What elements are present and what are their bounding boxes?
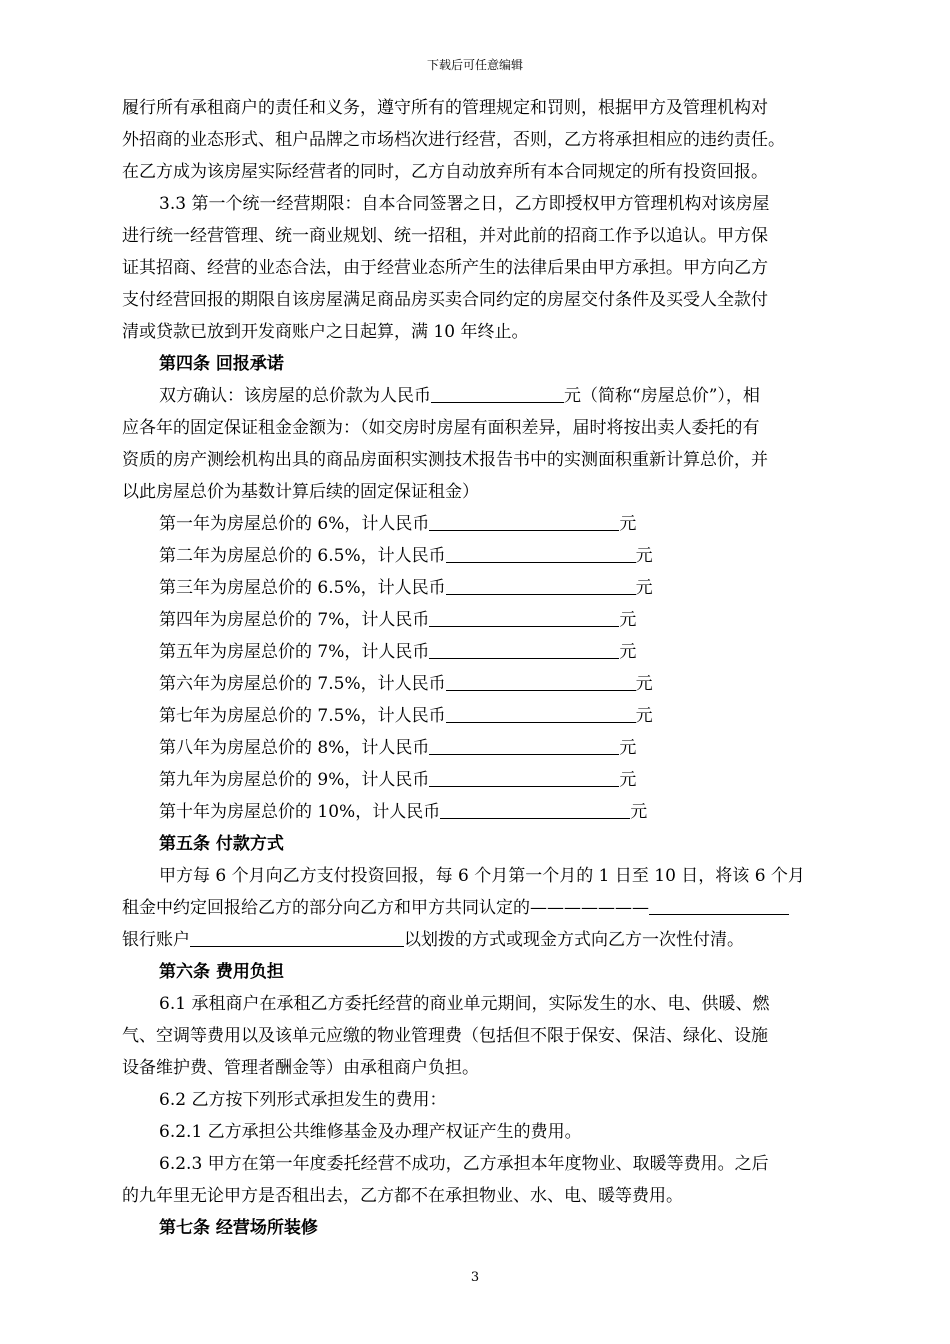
total-price-line [122,380,852,412]
rent-amount-blank[interactable] [446,576,636,595]
account-suffix: 以划拨的方式或现金方式向乙方一次性付清。 [404,930,744,950]
account-number-blank[interactable] [190,928,404,947]
total-price-suffix: 元（简称“房屋总价”），相 [564,386,760,406]
rent-amount-blank[interactable] [429,512,619,531]
rent-unit: 元 [619,770,637,790]
rent-amount-blank[interactable] [446,672,636,691]
rent-year-8 [122,732,852,764]
rent-year-label: 第二年为房屋总价的 6.5%，计人民币 [159,546,446,566]
paragraph-line: 履行所有承租商户的责任和义务，遵守所有的管理规定和罚则，根据甲方及管理机构对 [122,98,768,118]
rent-year-label: 第五年为房屋总价的 7%，计人民币 [159,642,430,662]
rent-unit: 元 [619,610,637,630]
rent-year-4 [122,604,852,636]
bank-name-blank[interactable] [649,896,789,915]
rent-amount-blank[interactable] [429,640,619,659]
bank-text: 租金中约定回报给乙方的部分向乙方和甲方共同认定的——————— [122,898,649,918]
paragraph-line: 清或贷款已放到开发商账户之日起算，满 10 年终止。 [122,322,529,342]
paragraph-line: 6.2.3 甲方在第一年度委托经营不成功，乙方承担本年度物业、取暖等费用。之后 [159,1154,769,1174]
rent-year-2 [122,540,852,572]
rent-unit: 元 [619,514,637,534]
rent-amount-blank[interactable] [429,736,619,755]
rent-year-label: 第八年为房屋总价的 8%，计人民币 [159,738,430,758]
rent-year-label: 第一年为房屋总价的 6%，计人民币 [159,514,430,534]
rent-amount-blank[interactable] [429,768,619,787]
rent-year-9 [122,764,852,796]
rent-amount-blank[interactable] [446,704,636,723]
paragraph-line: 应各年的固定保证租金金额为：（如交房时房屋有面积差异，届时将按出卖人委托的有 [122,418,760,438]
paragraph-line: 在乙方成为该房屋实际经营者的同时，乙方自动放弃所有本合同规定的所有投资回报。 [122,162,768,182]
rent-unit: 元 [619,738,637,758]
rent-amount-blank[interactable] [440,800,630,819]
rent-year-label: 第三年为房屋总价的 6.5%，计人民币 [159,578,446,598]
article-6-heading: 第六条 费用负担 [159,962,284,982]
rent-year-1 [122,508,852,540]
paragraph-line: 气、空调等费用以及该单元应缴的物业管理费（包括但不限于保安、保洁、绿化、设施 [122,1026,768,1046]
total-price-blank[interactable] [431,384,564,403]
rent-year-label: 第十年为房屋总价的 10%，计人民币 [159,802,441,822]
rent-year-label: 第四年为房屋总价的 7%，计人民币 [159,610,430,630]
rent-year-7 [122,700,852,732]
document-body [122,92,852,1244]
paragraph-line: 外招商的业态形式、租户品牌之市场档次进行经营，否则，乙方将承担相应的违约责任。 [122,130,785,150]
paragraph-line: 6.1 承租商户在承租乙方委托经营的商业单元期间，实际发生的水、电、供暖、燃 [159,994,770,1014]
paragraph-line: 的九年里无论甲方是否租出去，乙方都不在承担物业、水、电、暖等费用。 [122,1186,683,1206]
rent-year-10 [122,796,852,828]
rent-year-label: 第六年为房屋总价的 7.5%，计人民币 [159,674,446,694]
paragraph-line: 支付经营回报的期限自该房屋满足商品房买卖合同约定的房屋交付条件及买受人全款付 [122,290,768,310]
rent-unit: 元 [635,546,653,566]
rent-amount-blank[interactable] [429,608,619,627]
bank-line [122,892,852,924]
rent-unit: 元 [635,674,653,694]
paragraph-line: 进行统一经营管理、统一商业规划、统一招租，并对此前的招商工作予以追认。甲方保 [122,226,768,246]
article-5-heading: 第五条 付款方式 [159,834,284,854]
paragraph-line: 设备维护费、管理者酬金等）由承租商户负担。 [122,1058,479,1078]
rent-year-label: 第九年为房屋总价的 9%，计人民币 [159,770,430,790]
rent-year-6 [122,668,852,700]
paragraph-line: 资质的房产测绘机构出具的商品房面积实测技术报告书中的实测面积重新计算总价，并 [122,450,768,470]
rent-amount-blank[interactable] [446,544,636,563]
paragraph-line: 6.2 乙方按下列形式承担发生的费用： [159,1090,447,1110]
paragraph-line: 以此房屋总价为基数计算后续的固定保证租金） [122,482,479,502]
article-7-heading: 第七条 经营场所装修 [159,1218,318,1238]
page-header: 下载后可任意编辑 [426,58,523,72]
rent-year-5 [122,636,852,668]
account-label: 银行账户 [122,930,190,950]
rent-unit: 元 [635,706,653,726]
rent-year-label: 第七年为房屋总价的 7.5%，计人民币 [159,706,446,726]
account-line [122,924,852,956]
paragraph-line: 证其招商、经营的业态合法，由于经营业态所产生的法律后果由甲方承担。甲方向乙方 [122,258,768,278]
rent-unit: 元 [630,802,648,822]
rent-unit: 元 [635,578,653,598]
rent-year-3 [122,572,852,604]
paragraph-line: 甲方每 6 个月向乙方支付投资回报，每 6 个月第一个月的 1 日至 10 日，将该 6 个月 [159,866,805,886]
page-number: 3 [470,1270,480,1285]
clause-3-3-line: 3.3 第一个统一经营期限：自本合同签署之日，乙方即授权甲方管理机构对该房屋 [159,194,770,214]
article-4-heading: 第四条 回报承诺 [159,354,284,374]
paragraph-line: 6.2.1 乙方承担公共维修基金及办理产权证产生的费用。 [159,1122,582,1142]
total-price-label: 双方确认：该房屋的总价款为人民币 [159,386,431,406]
rent-unit: 元 [619,642,637,662]
